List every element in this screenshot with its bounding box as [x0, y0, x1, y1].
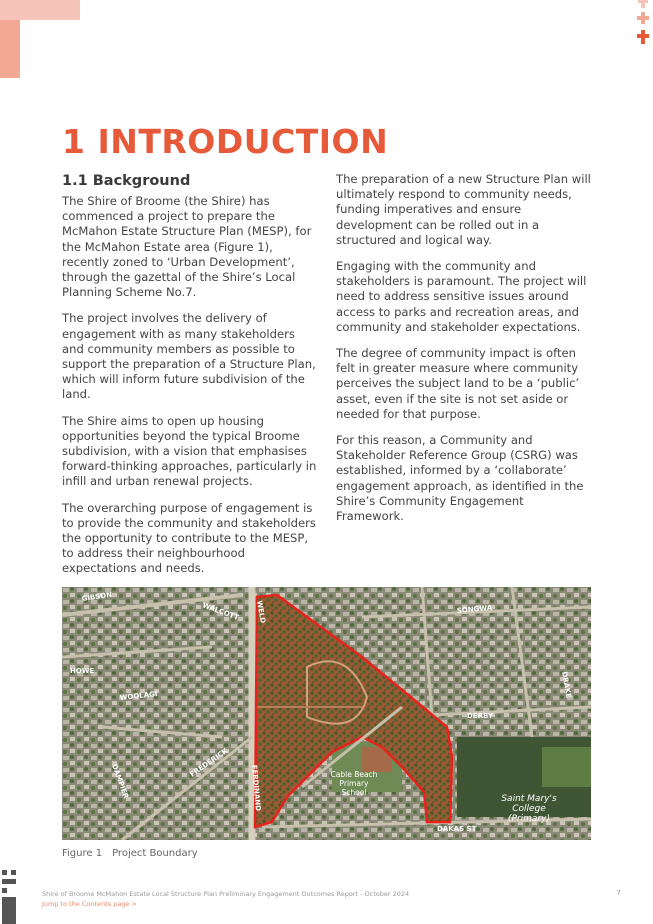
paragraph: The preparation of a new Structure Plan will ultimately respond to community needs, funding imperatives and ensure development can be rolled out in a structured and logical way. — [336, 172, 591, 247]
map-label: WELD — [255, 599, 267, 624]
map-label: HOWE — [70, 667, 95, 675]
map-label: FERDINAND — [250, 764, 263, 812]
corner-decoration-fill — [0, 20, 20, 78]
map-label: DERBY — [467, 712, 494, 720]
map-label: College — [512, 804, 546, 814]
map-label: WOOLAGI — [119, 690, 158, 702]
section-heading: 1.1 Background — [62, 173, 191, 189]
map-label: GIBSON — [81, 590, 113, 603]
paragraph: For this reason, a Community and Stakeholder Reference Group (CSRG) was established, informed by a ‘collaborate’ engagement approach, as identified in the Shire’s Community Engagement Framework. — [336, 433, 584, 524]
footer-report-title: Shire of Broome McMahon Estate Local Structure Plan Preliminary Engagement Outcomes Report - October 2024 — [42, 890, 410, 898]
aerial-map — [62, 587, 591, 840]
map-label: FREDERICK — [188, 746, 230, 779]
map-label: Cable Beach — [330, 770, 378, 779]
map-label: WALCOTT — [201, 601, 240, 622]
paragraph: The overarching purpose of engagement is to provide the community and stakeholders the opportunity to contribute to the MESP, to address their neighbourhood expectations and needs. — [62, 500, 316, 576]
paragraph: The project involves the delivery of engagement with as many stakeholders and community members as possible to support the preparation of a Structure Plan, which will inform future subdivision of the land. — [62, 311, 316, 402]
map-label: DAKAS ST — [437, 825, 477, 833]
figure-title: Project Boundary — [112, 848, 198, 859]
page-number: 7 — [616, 889, 621, 897]
paragraph: The Shire aims to open up housing opportunities beyond the typical Broome subdivision, with a vision that emphasises forward-thinking approaches, particularly in infill and urban renewal projects. — [62, 413, 317, 489]
paragraph: The Shire of Broome (the Shire) has commenced a project to prepare the McMahon Estate Structure Plan (MESP), for the McMahon Estate area (Figure 1), recently zoned to ‘Urban Development’, through the gazettal of the Shire’s Local Planning Scheme No.7. — [62, 194, 312, 300]
paragraph: The degree of community impact is often felt in greater measure where community perceives the subject land to be a ‘public’ asset, even if the site is not set aside or needed for that purpose. — [336, 346, 580, 421]
map-label: DRAKE — [560, 670, 573, 699]
map-label: (Primary) — [508, 814, 550, 824]
map-label: DAMPIER — [110, 762, 130, 800]
figure-caption — [62, 848, 198, 859]
right-column — [336, 172, 594, 535]
contents-link[interactable]: Jump to the Contents page > — [42, 900, 137, 908]
map-label: Saint Mary's — [501, 794, 557, 804]
pixel-pattern-icon — [0, 868, 20, 924]
map-image — [62, 587, 591, 840]
cross-pattern-icon — [633, 0, 653, 48]
left-column — [62, 172, 320, 588]
map-label: School — [341, 788, 367, 797]
figure-number: Figure 1 — [62, 848, 103, 859]
page-title: 1 INTRODUCTION — [62, 122, 389, 161]
map-label: SONGWA — [456, 603, 493, 615]
map-label: Primary — [339, 779, 369, 788]
paragraph: Engaging with the community and stakeholders is paramount. The project will need to address sensitive issues around access to parks and recreation areas, and community and stakeholder expectations. — [336, 259, 587, 334]
